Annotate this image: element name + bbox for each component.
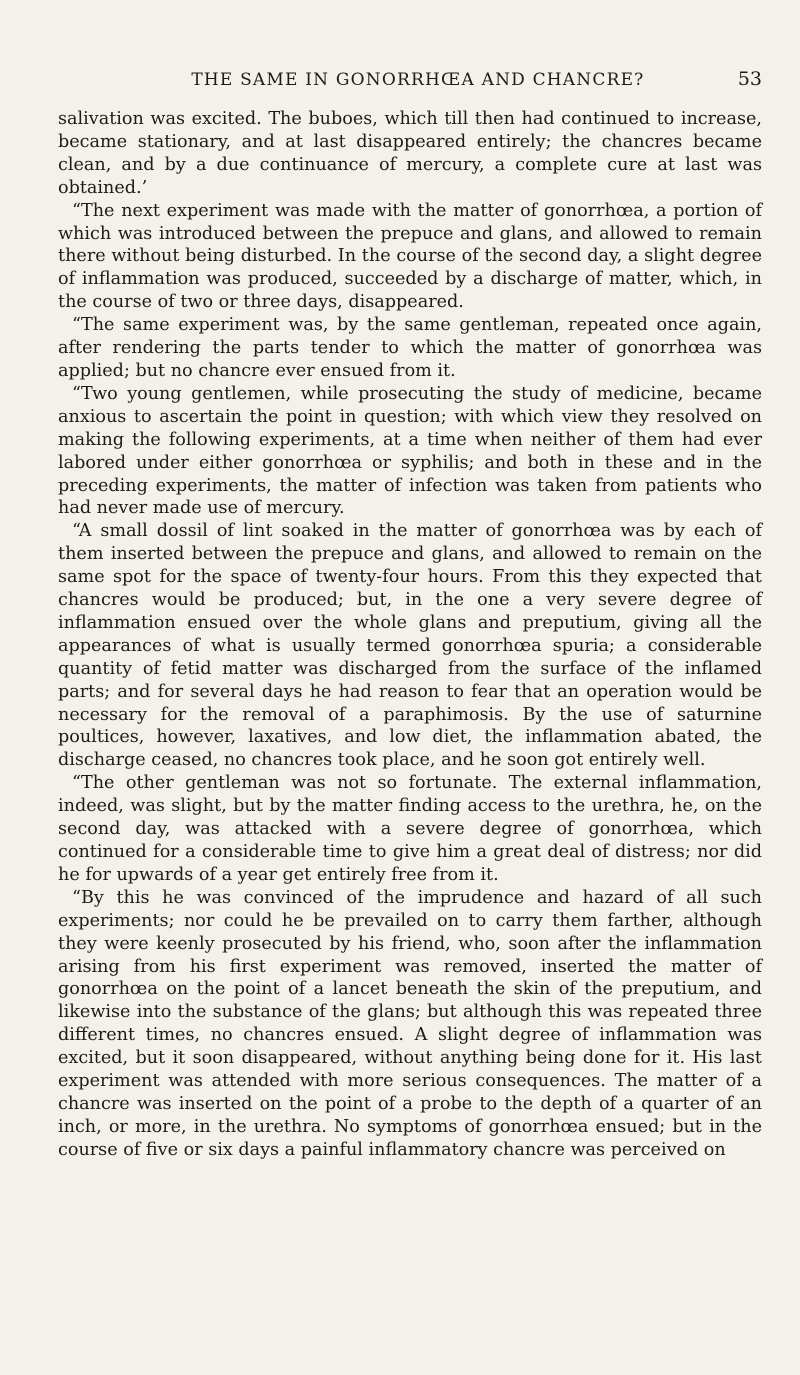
paragraph: “The same experiment was, by the same gentleman, repeated once again, after rendering the parts tender to which the matter of gonorrhœa was applied; but no chancre ever ensued from it. [58, 315, 762, 381]
running-header [58, 68, 762, 108]
paragraph: “A small dossil of lint soaked in the matter of gonorrhœa was by each of them inserted between the prepuce and glans, and allowed to remain on the same spot for the space of twenty-four hours. From this they expected that chancres would be produced; but, in the one a very severe degree of inflammation ensued over the whole glans and preputium, giving all the appearances of what is usually termed gonorrhœa spuria; a considerable quantity of fetid matter was discharged from the surface of the inflamed parts; and for several days he had reason to fear that an operation would be necessary for the removal of a paraphimosis. By the use of saturnine poultices, however, laxatives, and low diet, the inflammation abated, the discharge ceased, no chancres took place, and he soon got entirely well. [58, 521, 762, 771]
paragraph: “Two young gentlemen, while prosecuting the study of medicine, became anxious to ascertain the point in question; with which view they resolved on making the following experiments, at a time when neither of them had ever labored under either gonorrhœa or syphilis; and both in these and in the preceding experiments, the matter of infection was taken from patients who had never made use of mercury. [58, 383, 762, 519]
paragraph: “The next experiment was made with the matter of gonorrhœa, a portion of which was introduced between the prepuce and glans, and allowed to remain there without being disturbed. In the course of the second day, a slight degree of inflammation was produced, succeeded by a discharge of matter, which, in the course of two or three days, disappeared. [58, 200, 762, 313]
page-number: 53 [737, 68, 762, 90]
paragraph: “By this he was convinced of the imprudence and hazard of all such experiments; nor could he be prevailed on to carry them farther, although they were keenly prosecuted by his friend, who, soon after the inflammation arising from his first experiment was removed, inserted the matter of gonorrhœa on the point of a lancet beneath the skin of the preputium, and likewise into the substance of the glans; but although this was repeated three different times, no chancres ensued. A slight degree of inflammation was excited, but it soon disappeared, without anything being done for it. His last experiment was attended with more serious consequences. The matter of a chancre was inserted on the point of a probe to the depth of a quarter of an inch, or more, in the urethra. No symptoms of gonorrhœa ensued; but in the course of five or six days a painful inflammatory chancre was perceived on [58, 887, 762, 1160]
body-text [58, 108, 762, 1162]
paragraph: “The other gentleman was not so fortunate. The external inflammation, indeed, was slight, but by the matter finding access to the urethra, he, on the second day, was attacked with a severe degree of gonorrhœa, which continued for a considerable time to give him a great deal of distress; nor did he for upwards of a year get entirely free from it. [58, 773, 762, 885]
paragraph: salivation was excited. The buboes, which till then had continued to increase, became stationary, and at last disappeared entirely; the chancres became clean, and by a due continuance of mercury, a complete cure at last was obtained.’ [58, 109, 762, 198]
running-title: THE SAME IN GONORRHŒA AND CHANCRE? [191, 70, 645, 90]
